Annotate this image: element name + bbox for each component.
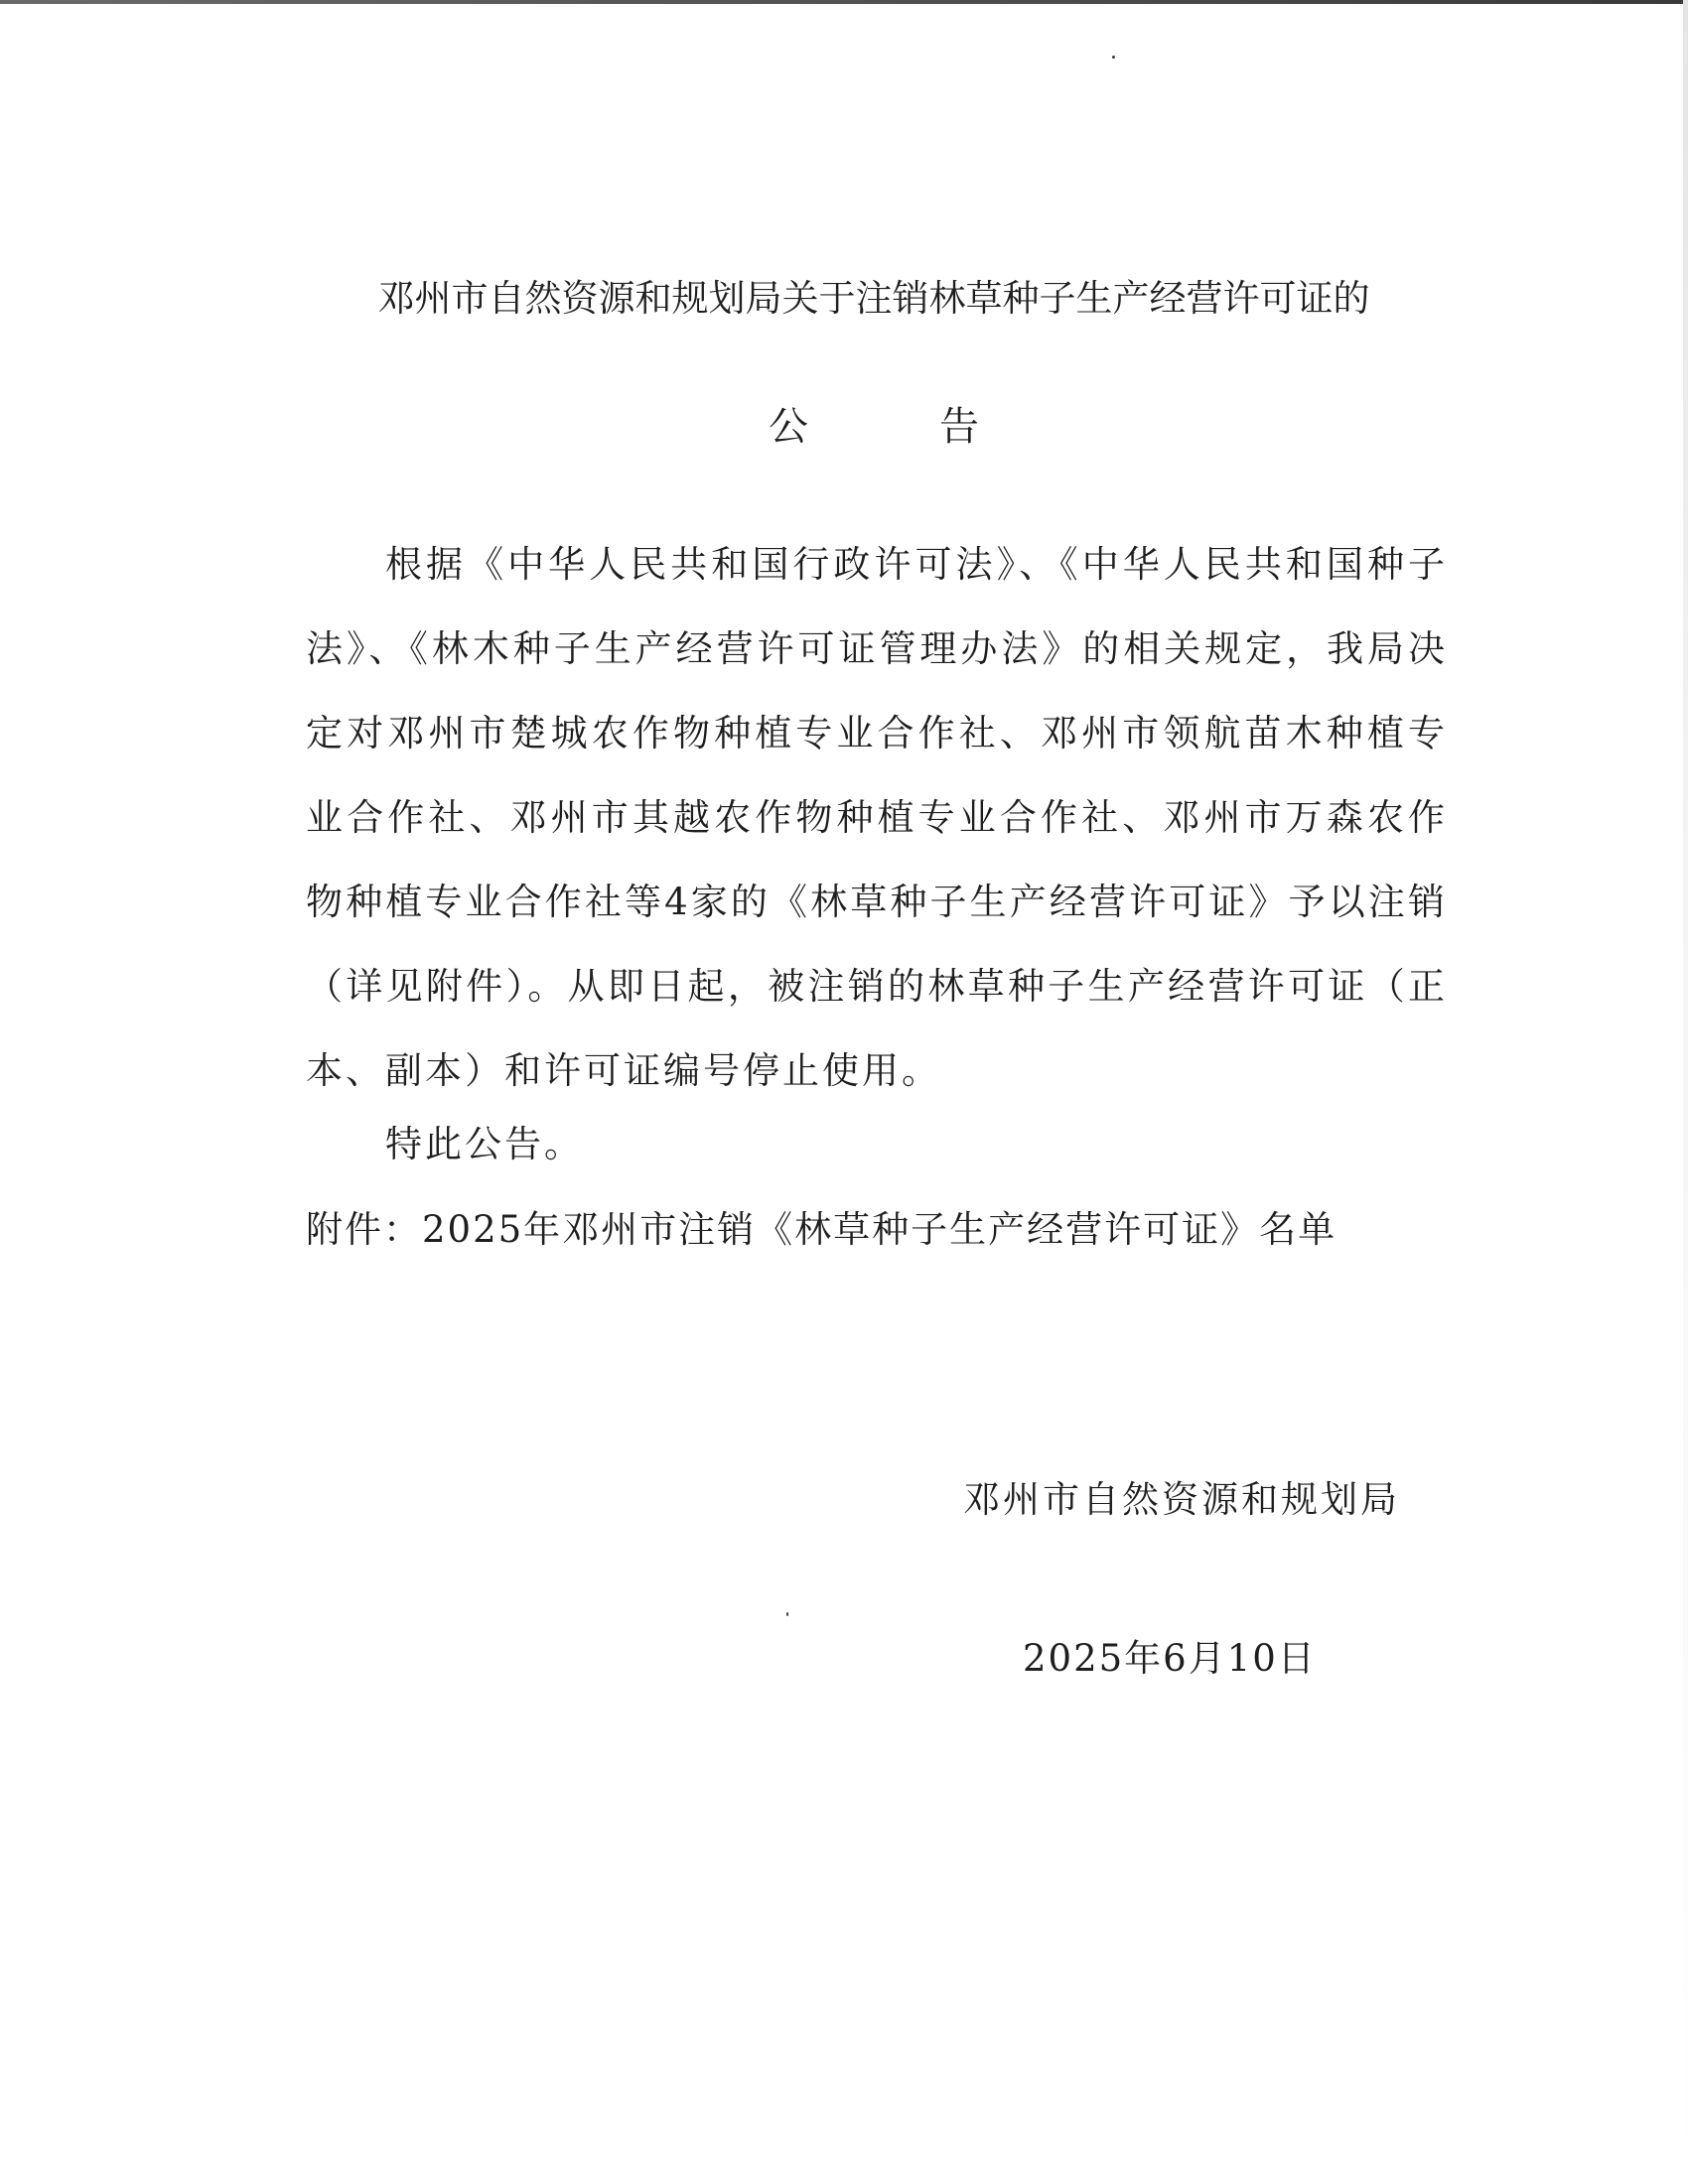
scan-speck bbox=[786, 1612, 788, 1616]
scan-speck bbox=[1112, 56, 1115, 59]
closing-remark: 特此公告。 bbox=[385, 1123, 584, 1165]
document-title-char-gong: 公 bbox=[769, 404, 808, 450]
signature-date: 2025年6月10日 bbox=[1023, 1637, 1317, 1680]
attachment-line: 附件：2025年邓州市注销《林草种子生产经营许可证》名单 bbox=[306, 1208, 1337, 1251]
signature-organization: 邓州市自然资源和规划局 bbox=[963, 1478, 1400, 1521]
scan-right-edge bbox=[1683, 0, 1688, 2184]
document-title-line2 bbox=[0, 395, 1688, 452]
scan-top-edge bbox=[0, 0, 1688, 4]
document-title-line1: 邓州市自然资源和规划局关于注销林草种子生产经营许可证的 bbox=[377, 277, 1370, 320]
body-paragraph: 根据《中华人民共和国行政许可法》、《中华人民共和国种子法》、《林木种子生产经营许可证管理办法》的相关规定，我局决定对邓州市楚城农作物种植专业合作社、邓州市领航苗木种植专业合作社、邓州市其越农作物种植专业合作社、邓州市万森农作物种植专业合作社等4家的《林草种子生产经营许可证》予以注销（详见附件）。从即日起，被注销的林草种子生产经营许可证（正本、副本）和许可证编号停止使用。 bbox=[306, 543, 1448, 1092]
document-title-char-gao: 告 bbox=[939, 404, 979, 450]
